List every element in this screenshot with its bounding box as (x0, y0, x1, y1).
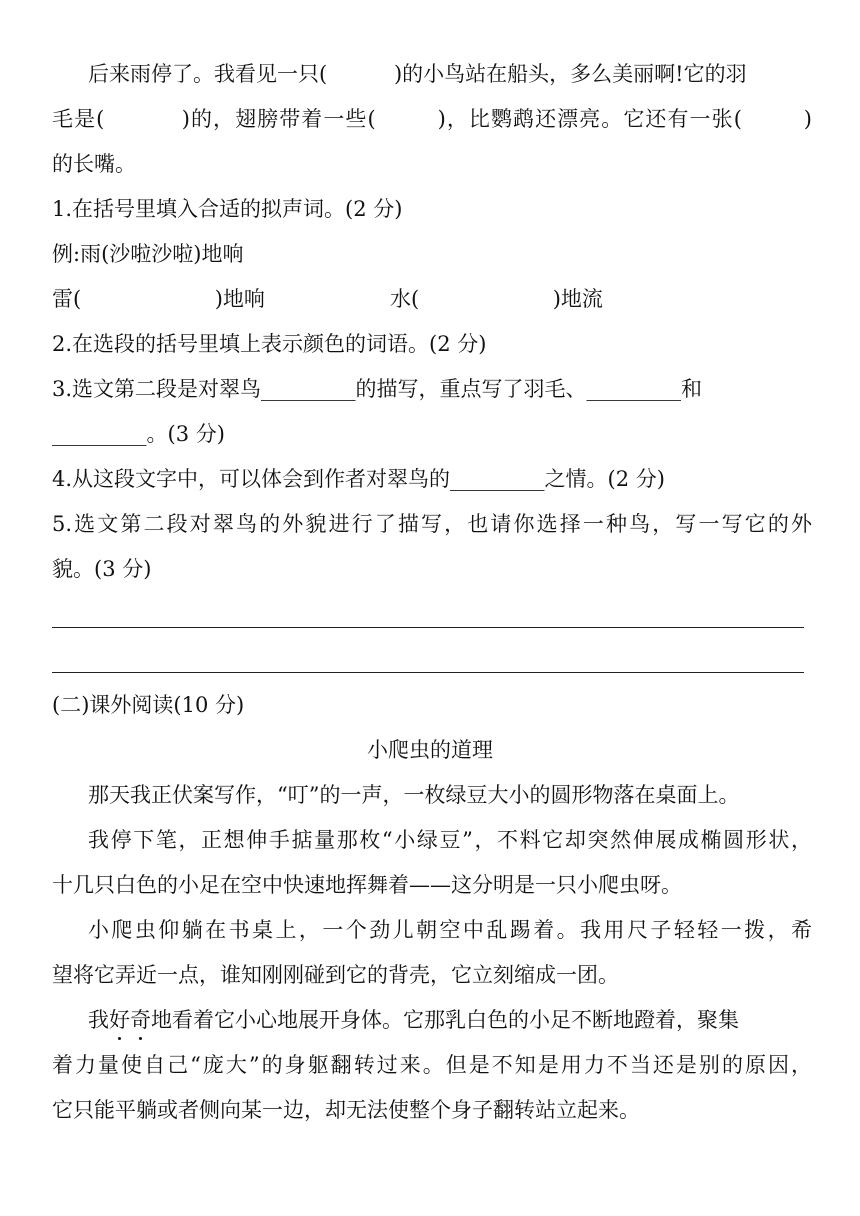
passage-line-3: 的长嘴。 (52, 152, 136, 176)
emphasis-dot-char: 奇 (130, 1005, 151, 1035)
question-1-blank-water: 水( )地流 (390, 287, 603, 311)
story-paragraph-4-line-1 (88, 1005, 812, 1035)
answer-line-2[interactable] (52, 672, 804, 673)
question-2: 2.在选段的括号里填上表示颜色的词语。(2 分) (52, 332, 487, 356)
question-5-line-1: 5.选文第二段对翠鸟的外貌进行了描写，也请你选择一种鸟，写一写它的外 (52, 512, 812, 536)
story-paragraph-3-line-2: 望将它弄近一点，谁知刚刚碰到它的背壳，它立刻缩成一团。 (52, 963, 619, 987)
question-5-line-2: 貌。(3 分) (52, 557, 152, 581)
answer-line-1[interactable] (52, 627, 804, 628)
question-1: 1.在括号里填入合适的拟声词。(2 分) (52, 197, 403, 221)
section-2-heading: (二)课外阅读(10 分) (52, 693, 245, 717)
question-1-example: 例:雨(沙啦沙啦)地响 (52, 242, 244, 266)
question-3-line-1: 3.选文第二段是对翠鸟_________的描写，重点写了羽毛、_________和 (52, 377, 703, 401)
passage-line-2: 毛是( )的，翅膀带着一些( )，比鹦鹉还漂亮。它还有一张( ) (52, 107, 812, 131)
story-paragraph-4-line-3: 它只能平躺或者侧向某一边，却无法使整个身子翻转站立起来。 (52, 1098, 640, 1122)
p4-text-post: 地看着它小心地展开身体。它那乳白色的小足不断地蹬着，聚集 (151, 1008, 739, 1032)
story-paragraph-2-line-1: 我停下笔，正想伸手掂量那枚“小绿豆”，不料它却突然伸展成椭圆形状， (88, 828, 812, 852)
story-paragraph-4-line-2: 着力量使自己“庞大”的身躯翻转过来。但是不知是用力不当还是别的原因， (52, 1053, 812, 1077)
question-4: 4.从这段文字中，可以体会到作者对翠鸟的_________之情。(2 分) (52, 467, 665, 491)
emphasis-dot-char: 好 (109, 1005, 130, 1035)
p4-text-pre: 我 (88, 1008, 109, 1032)
question-1-blank-thunder: 雷( )地响 (52, 287, 265, 311)
story-paragraph-3-line-1: 小爬虫仰躺在书桌上，一个劲儿朝空中乱踢着。我用尺子轻轻一拨，希 (88, 918, 812, 942)
story-paragraph-2-line-2: 十几只白色的小足在空中快速地挥舞着——这分明是一只小爬虫呀。 (52, 873, 682, 897)
story-paragraph-1: 那天我正伏案写作，“叮”的一声，一枚绿豆大小的圆形物落在桌面上。 (88, 783, 740, 807)
story-title: 小爬虫的道理 (367, 738, 493, 762)
passage-line-1: 后来雨停了。我看见一只( )的小鸟站在船头，多么美丽啊!它的羽 (88, 62, 747, 86)
question-3-line-2: _________。(3 分) (52, 422, 225, 446)
